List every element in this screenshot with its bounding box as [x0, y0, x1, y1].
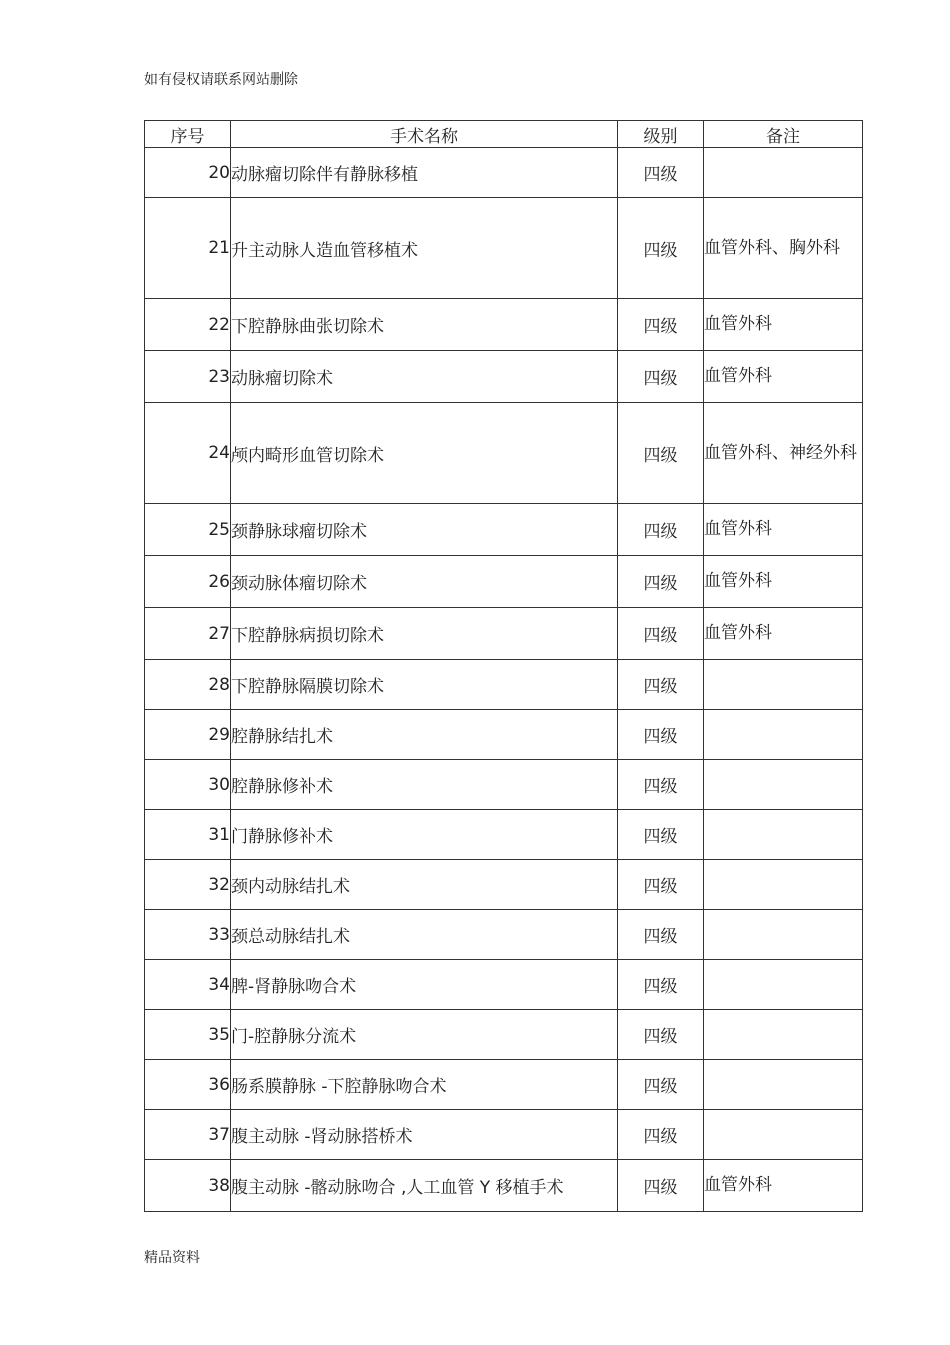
table-row — [145, 351, 863, 403]
row-surgery-name: 门-腔静脉分流术 — [231, 1010, 618, 1060]
row-level: 四级 — [618, 148, 704, 198]
table-row — [145, 198, 863, 299]
row-level: 四级 — [618, 910, 704, 960]
row-level: 四级 — [618, 608, 704, 660]
row-note — [704, 910, 863, 960]
row-surgery-name: 升主动脉人造血管移植术 — [231, 198, 618, 299]
row-surgery-name: 颅内畸形血管切除术 — [231, 403, 618, 504]
table-row — [145, 299, 863, 351]
surgery-table — [144, 120, 863, 1212]
table-row — [145, 910, 863, 960]
row-number: 30 — [145, 760, 231, 810]
table-row — [145, 1060, 863, 1110]
row-surgery-name: 门静脉修补术 — [231, 810, 618, 860]
row-number: 31 — [145, 810, 231, 860]
row-level: 四级 — [618, 1060, 704, 1110]
row-number: 27 — [145, 608, 231, 660]
row-surgery-name: 颈总动脉结扎术 — [231, 910, 618, 960]
row-number: 35 — [145, 1010, 231, 1060]
row-number: 32 — [145, 860, 231, 910]
row-level: 四级 — [618, 556, 704, 608]
row-note — [704, 148, 863, 198]
row-level: 四级 — [618, 760, 704, 810]
row-note — [704, 1010, 863, 1060]
table-row — [145, 1160, 863, 1212]
header-number: 序号 — [145, 121, 231, 148]
row-level: 四级 — [618, 1010, 704, 1060]
row-surgery-name: 腔静脉修补术 — [231, 760, 618, 810]
row-number: 26 — [145, 556, 231, 608]
row-number: 21 — [145, 198, 231, 299]
table-row — [145, 608, 863, 660]
row-number: 37 — [145, 1110, 231, 1160]
row-surgery-name: 肠系膜静脉 -下腔静脉吻合术 — [231, 1060, 618, 1110]
footer-note: 精品资料 — [144, 1250, 200, 1266]
row-note: 血管外科 — [704, 608, 863, 660]
table-row — [145, 660, 863, 710]
row-number: 23 — [145, 351, 231, 403]
table-row — [145, 403, 863, 504]
row-surgery-name: 下腔静脉隔膜切除术 — [231, 660, 618, 710]
row-surgery-name: 颈内动脉结扎术 — [231, 860, 618, 910]
row-level: 四级 — [618, 1110, 704, 1160]
table-row — [145, 760, 863, 810]
row-note: 血管外科、胸外科 — [704, 198, 863, 299]
row-level: 四级 — [618, 810, 704, 860]
table-row — [145, 1010, 863, 1060]
row-note — [704, 760, 863, 810]
row-note — [704, 1060, 863, 1110]
row-level: 四级 — [618, 351, 704, 403]
row-surgery-name: 下腔静脉曲张切除术 — [231, 299, 618, 351]
table-row — [145, 556, 863, 608]
row-level: 四级 — [618, 960, 704, 1010]
header-level: 级别 — [618, 121, 704, 148]
table-row — [145, 710, 863, 760]
row-surgery-name: 腹主动脉 -髂动脉吻合 ,人工血管 Y 移植手术 — [231, 1160, 618, 1212]
header-note: 如有侵权请联系网站删除 — [144, 72, 298, 88]
row-note: 血管外科 — [704, 1160, 863, 1212]
row-number: 25 — [145, 504, 231, 556]
row-note: 血管外科、神经外科 — [704, 403, 863, 504]
row-note — [704, 810, 863, 860]
row-number: 33 — [145, 910, 231, 960]
row-note — [704, 660, 863, 710]
row-note — [704, 1110, 863, 1160]
table-row — [145, 148, 863, 198]
row-note — [704, 710, 863, 760]
row-surgery-name: 腔静脉结扎术 — [231, 710, 618, 760]
header-surgery-name: 手术名称 — [231, 121, 618, 148]
table-header-row — [145, 121, 863, 148]
row-surgery-name: 颈动脉体瘤切除术 — [231, 556, 618, 608]
row-number: 36 — [145, 1060, 231, 1110]
table-row — [145, 860, 863, 910]
table-row — [145, 504, 863, 556]
row-surgery-name: 腹主动脉 -肾动脉搭桥术 — [231, 1110, 618, 1160]
row-level: 四级 — [618, 198, 704, 299]
row-level: 四级 — [618, 710, 704, 760]
row-note: 血管外科 — [704, 351, 863, 403]
row-number: 24 — [145, 403, 231, 504]
table-row — [145, 1110, 863, 1160]
row-number: 34 — [145, 960, 231, 1010]
table-row — [145, 810, 863, 860]
row-surgery-name: 脾-肾静脉吻合术 — [231, 960, 618, 1010]
row-number: 38 — [145, 1160, 231, 1212]
row-surgery-name: 下腔静脉病损切除术 — [231, 608, 618, 660]
row-level: 四级 — [618, 1160, 704, 1212]
row-surgery-name: 颈静脉球瘤切除术 — [231, 504, 618, 556]
row-level: 四级 — [618, 660, 704, 710]
row-level: 四级 — [618, 403, 704, 504]
row-note: 血管外科 — [704, 504, 863, 556]
row-level: 四级 — [618, 299, 704, 351]
row-number: 20 — [145, 148, 231, 198]
row-note: 血管外科 — [704, 556, 863, 608]
row-surgery-name: 动脉瘤切除术 — [231, 351, 618, 403]
row-surgery-name: 动脉瘤切除伴有静脉移植 — [231, 148, 618, 198]
row-number: 22 — [145, 299, 231, 351]
row-level: 四级 — [618, 860, 704, 910]
row-number: 28 — [145, 660, 231, 710]
row-note — [704, 860, 863, 910]
row-level: 四级 — [618, 504, 704, 556]
table-row — [145, 960, 863, 1010]
header-note: 备注 — [704, 121, 863, 148]
row-number: 29 — [145, 710, 231, 760]
row-note — [704, 960, 863, 1010]
row-note: 血管外科 — [704, 299, 863, 351]
